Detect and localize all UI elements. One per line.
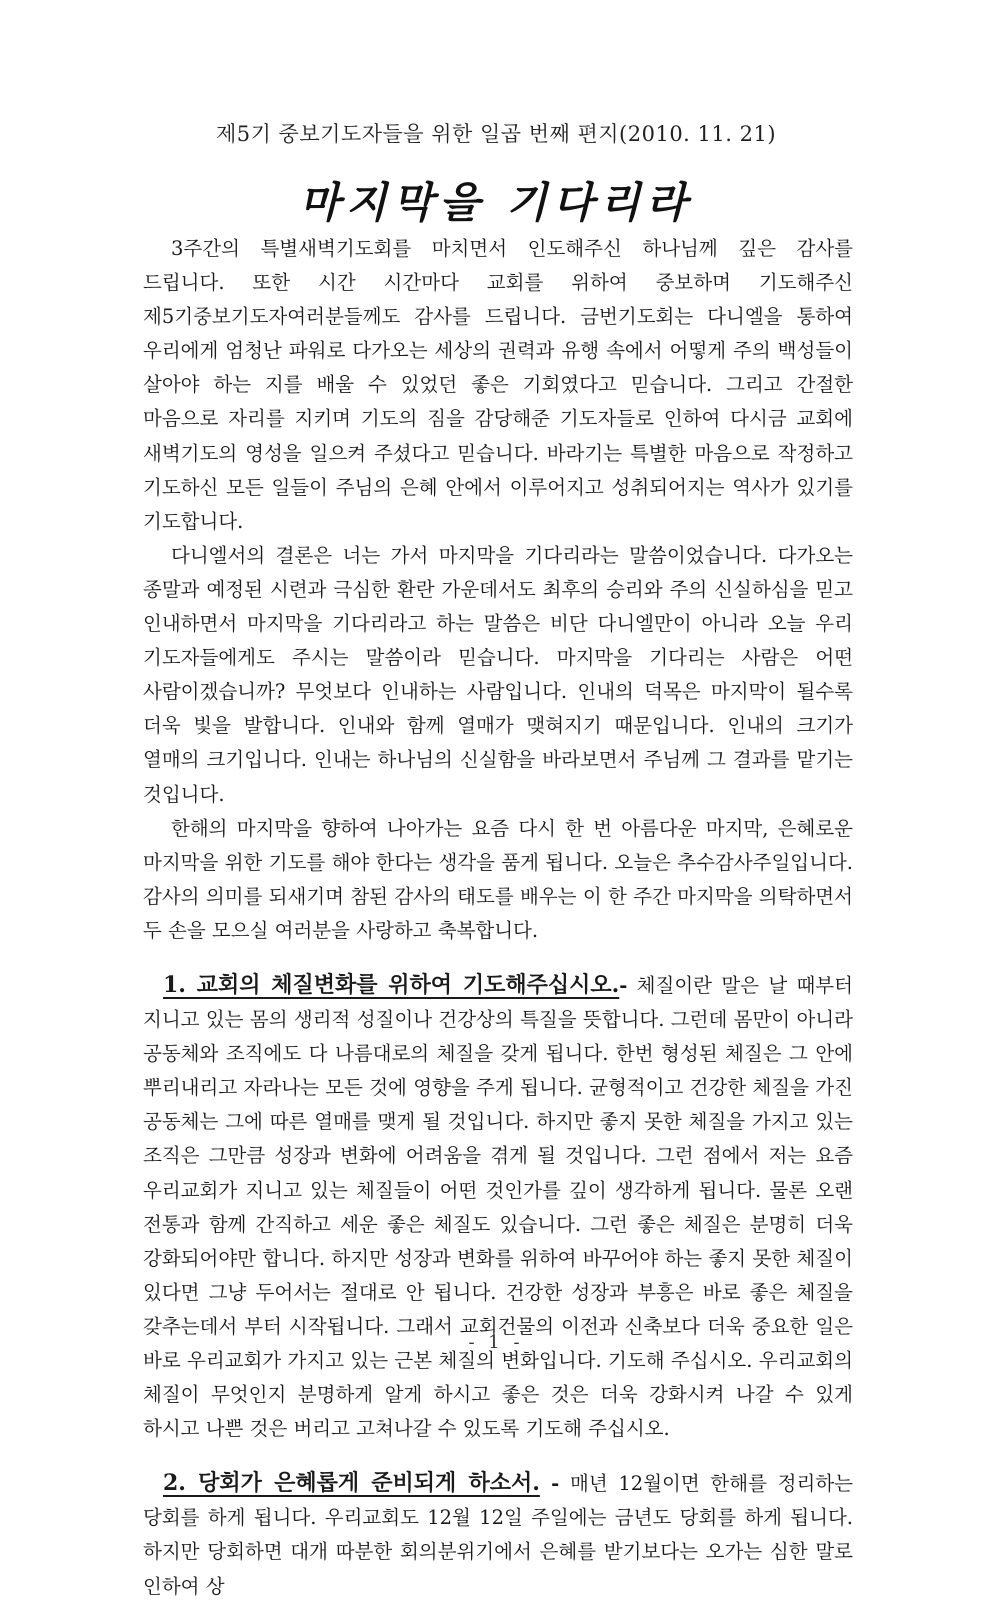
prayer-section-1 xyxy=(143,968,853,1446)
section-2-paragraph xyxy=(143,1466,853,1603)
page-number: - 1 - xyxy=(468,1332,524,1353)
section-2-text: 매년 12월이면 한해를 정리하는 당회를 하게 됩니다. 우리교회도 12월 12일 주일에는 금년도 당회를 하게 됩니다. 하지만 당회하면 대개 따분한 회의분위기에서 은혜를 받기보다는 오가는 심한 말로 인하여 상 xyxy=(143,1472,854,1598)
letter-title: 마지막을 기다리라 xyxy=(299,178,693,227)
letter-subtitle: 제5기 중보기도자들을 위한 일곱 번째 편지(2010. 11. 21) xyxy=(215,122,777,146)
intro-paragraph-3: 한해의 마지막을 향하여 나아가는 요즘 다시 한 번 아름다운 마지막, 은혜로운 마지막을 위한 기도를 해야 한다는 생각을 품게 됩니다. 오늘은 추수감사주일입니다. 감사의 의미를 되새기며 참된 감사의 태도를 배우는 이 한 주간 마지막을 의탁하면서 두 손을 모으실 여러분을 사랑하고 축복합니다. xyxy=(143,816,853,942)
intro-paragraph-2: 다니엘서의 결론은 너는 가서 마지막을 기다리라는 말씀이었습니다. 다가오는 종말과 예정된 시련과 극심한 환란 가운데서도 최후의 승리와 주의 신실하심을 믿고 인내하면서 마지막을 기다리라고 하는 말씀은 비단 다니엘만이 아니라 오늘 우리 기도자들에게도 주시는 말씀이라 믿습니다. 마지막을 기다리는 사람은 어떤 사람이겠습니까? 무엇보다 인내하는 사람입니다. 인내의 덕목은 마지막이 될수록 더욱 빛을 발합니다. 인내와 함께 열매가 맺혀지기 때문입니다. 인내의 크기가 열매의 크기입니다. 인내는 하나님의 신실함을 바라보면서 주님께 그 결과를 맡기는 것입니다. xyxy=(143,543,853,806)
section-1-text: 체질이란 말은 날 때부터 지니고 있는 몸의 생리적 성질이나 건강상의 특질을 뜻합니다. 그런데 몸만이 아니라 공동체와 조직에도 다 나름대로의 체질을 갖게 됩니다. 한번 형성된 체질은 그 안에 뿌리내리고 자라나는 모든 것에 영향을 주게 됩니다. 균형적이고 건강한 체질을 가진 공동체는 그에 따른 열매를 맺게 될 것입니다. 하지만 좋지 못한 체질을 가지고 있는 조직은 그만큼 성장과 변화에 어려움을 겪게 될 것입니다. 그런 점에서 저는 요즘 우리교회가 지니고 있는 체질들이 어떤 것인가를 깊이 생각하게 됩니다. 물론 오랜 전통과 함께 간직하고 세운 좋은 체질도 있습니다. 그런 좋은 체질은 분명히 더욱 강화되어야만 합니다. 하지만 성장과 변화를 위하여 바꾸어야 하는 좋지 못한 체질이 있다면 그냥 두어서는 절대로 안 됩니다. 건강한 성장과 부흥은 바로 좋은 체질을 갖추는데서 부터 시작됩니다. 그래서 교회건물의 이전과 신축보다 더욱 중요한 일은 바로 우리교회가 가지고 있는 근본 체질의 변화입니다. 기도해 주십시오. 우리교회의 체질이 무엇인지 분명하게 알게 하시고 좋은 것은 더욱 강화시켜 나갈 수 있게 하시고 나쁜 것은 버리고 고쳐나갈 수 있도록 기도해 주십시오. xyxy=(143,973,853,1441)
intro-paragraph-1: 3주간의 특별새벽기도회를 마치면서 인도해주신 하나님께 깊은 감사를 드립니다. 또한 시간 시간마다 교회를 위하여 중보하며 기도해주신 제5기중보기도자여러분들께도 감사를 드립니다. 금번기도회는 다니엘을 통하여 우리에게 엄청난 파워로 다가오는 세상의 권력과 유행 속에서 어떻게 주의 백성들이 살아야 하는 지를 배울 수 있었던 좋은 기회였다고 믿습니다. 그리고 간절한 마음으로 자리를 지키며 기도의 짐을 감당해준 기도자들로 인하여 다시금 교회에 새벽기도의 영성을 일으켜 주셨다고 믿습니다. 바라기는 특별한 마음으로 작정하고 기도하신 모든 일들이 주님의 은혜 안에서 이루어지고 성취되어지는 역사가 있기를 기도합니다. xyxy=(143,237,853,533)
section-2-heading: 2. 당회가 은혜롭게 준비되게 하소서. xyxy=(163,1470,540,1497)
prayer-section-2 xyxy=(143,1466,853,1603)
section-1-heading: 1. 교회의 체질변화를 위하여 기도해주십시오. xyxy=(163,971,620,998)
section-1-paragraph xyxy=(143,968,853,1446)
letter-body xyxy=(143,232,853,1604)
section-2-dash: - xyxy=(539,1472,560,1496)
section-1-dash: - xyxy=(619,973,628,997)
